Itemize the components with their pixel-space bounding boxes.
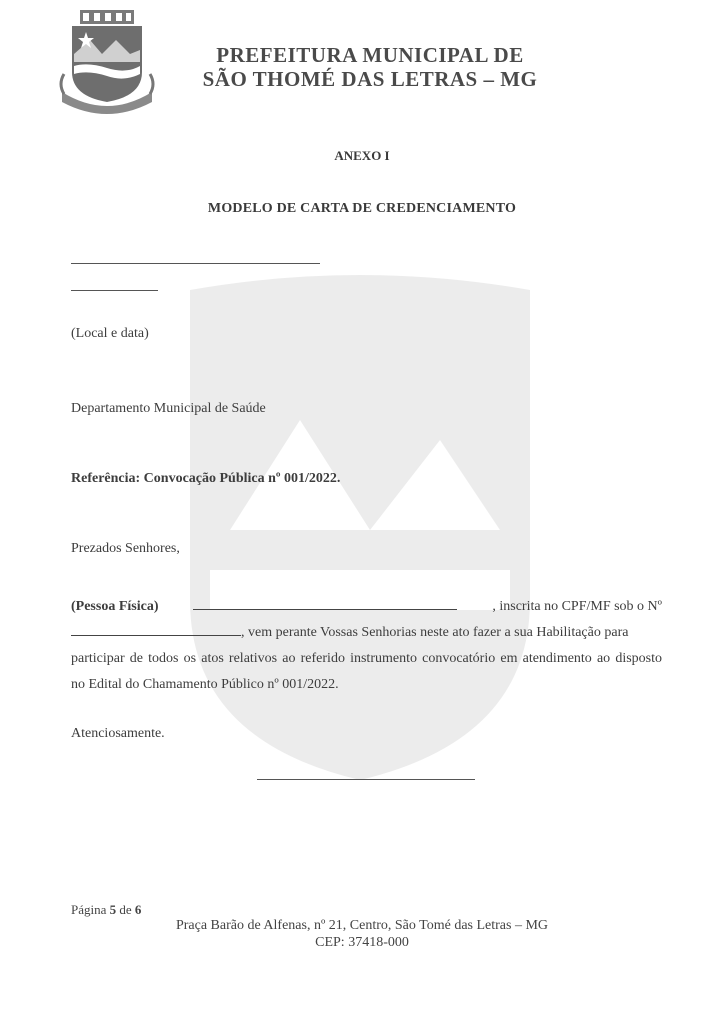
- body-line-3: participar de todos os atos relativos ao referido instrumento convocatório em atendimento ao disposto: [71, 651, 662, 666]
- closing: Atenciosamente.: [71, 726, 165, 741]
- person-type-label: (Pessoa Física): [71, 599, 159, 614]
- blank-line-local[interactable]: [71, 263, 320, 264]
- body-line-2: [71, 620, 662, 646]
- place-date-caption: (Local e data): [71, 326, 149, 341]
- recipient: Departamento Municipal de Saúde: [71, 401, 266, 416]
- document-title: MODELO DE CARTA DE CREDENCIAMENTO: [207, 201, 517, 216]
- header-title-line1: PREFEITURA MUNICIPAL DE: [216, 43, 524, 67]
- municipal-coat-of-arms-image: [58, 10, 156, 116]
- footer-cep: CEP: 37418-000: [315, 935, 409, 950]
- annex-heading: ANEXO I: [334, 148, 390, 163]
- blank-line-date[interactable]: [71, 290, 158, 291]
- header-title-line2: SÃO THOMÉ DAS LETRAS – MG: [202, 67, 538, 91]
- body-line-1: [71, 594, 662, 620]
- cpf-text: , inscrita no CPF/MF sob o Nº: [492, 599, 662, 614]
- page-total: 6: [134, 902, 142, 917]
- body-line-4: no Edital do Chamamento Público nº 001/2022.: [71, 677, 339, 692]
- reference: Referência: Convocação Pública nº 001/2022.: [71, 471, 341, 486]
- page-label: Página: [71, 902, 107, 917]
- body-line-2-text: , vem perante Vossas Senhorias neste ato fazer a sua Habilitação para: [241, 625, 629, 640]
- salutation: Prezados Senhores,: [71, 541, 180, 556]
- body-paragraph: [71, 594, 662, 698]
- page-current: 5: [109, 902, 117, 917]
- page-of: de: [119, 902, 132, 917]
- cpf-blank-field[interactable]: [71, 623, 241, 636]
- name-blank-field[interactable]: [193, 597, 457, 610]
- municipality-header: [170, 43, 570, 91]
- watermark-crest-image: [170, 270, 550, 790]
- footer-address: Praça Barão de Alfenas, nº 21, Centro, São Tomé das Letras – MG: [175, 918, 549, 933]
- signature-line[interactable]: [257, 779, 475, 780]
- page-number: [71, 902, 141, 918]
